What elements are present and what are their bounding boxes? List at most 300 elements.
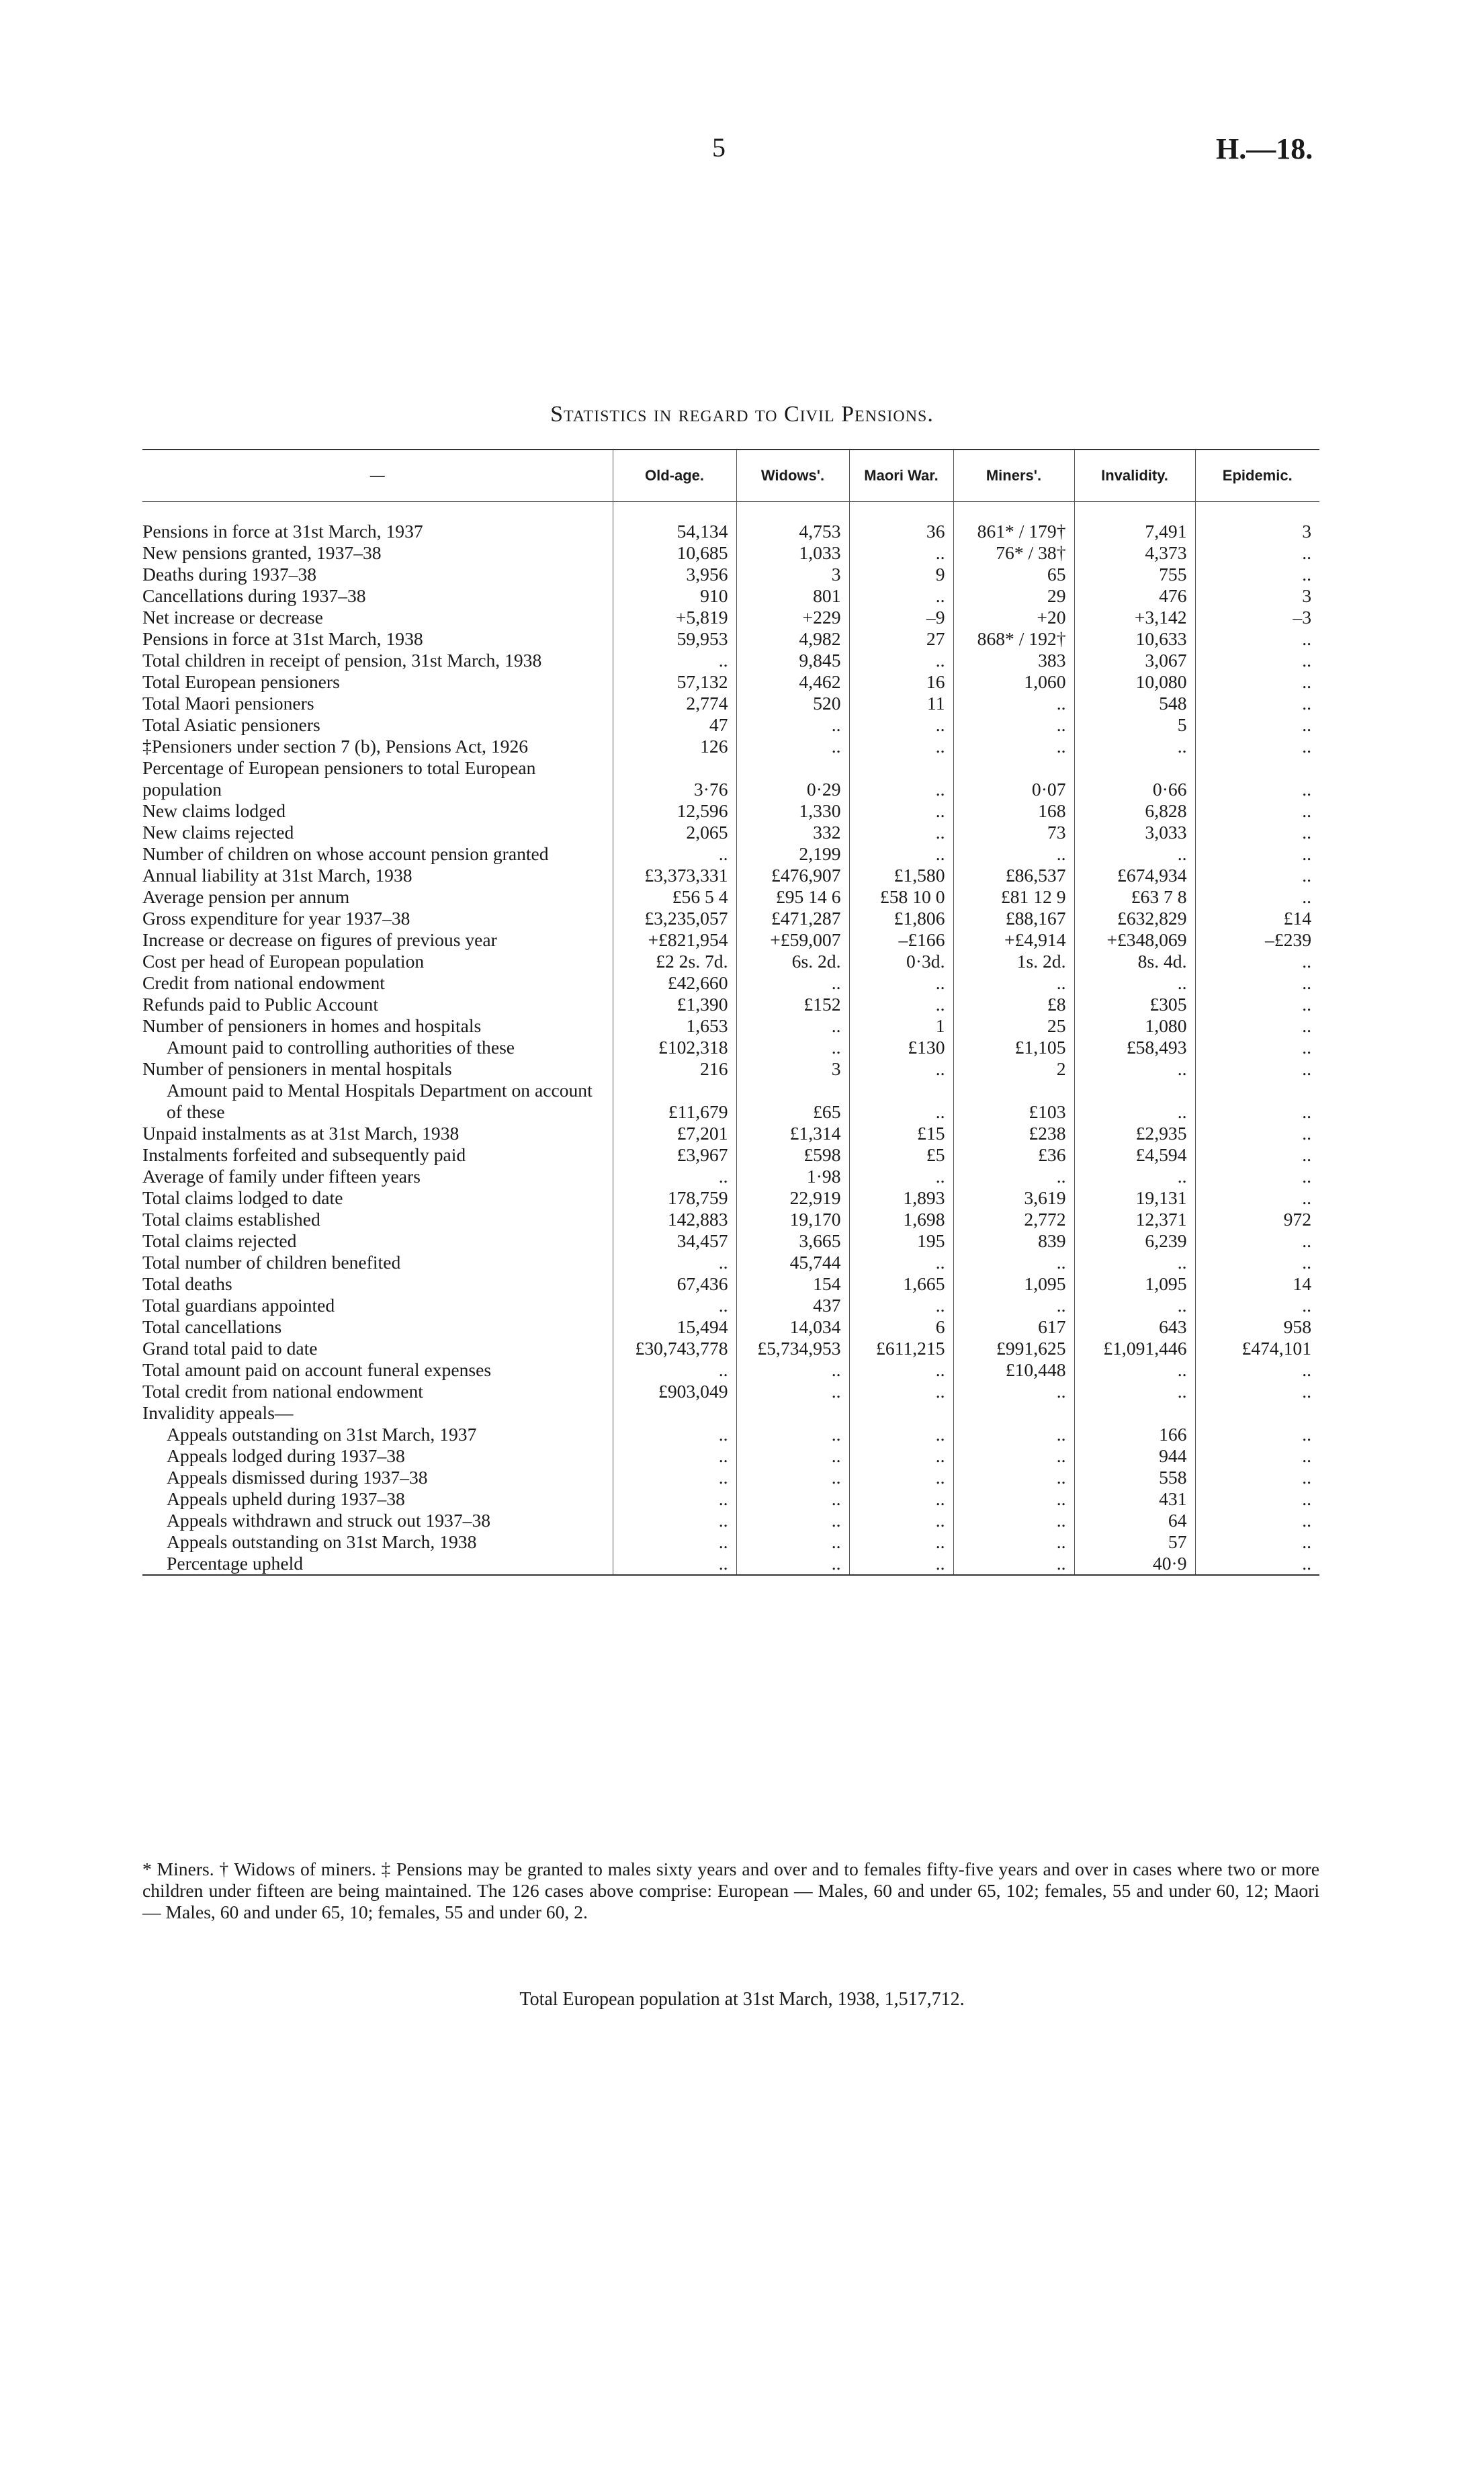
table-cell: .. <box>1195 951 1319 972</box>
table-cell: .. <box>849 1488 953 1510</box>
table-cell: 9 <box>849 564 953 585</box>
table-cell: .. <box>1074 1295 1195 1316</box>
row-label: New claims rejected <box>142 822 294 843</box>
table-cell: .. <box>849 800 953 822</box>
table-cell: 643 <box>1074 1316 1195 1338</box>
column-header-epidemic: Epidemic. <box>1195 450 1319 502</box>
row-label: Total claims rejected <box>142 1230 297 1251</box>
row-label: Number of children on whose account pension granted <box>142 843 549 864</box>
row-label: Grand total paid to date <box>142 1338 318 1359</box>
table-cell: £1,314 <box>736 1123 849 1144</box>
table-row <box>142 800 1319 822</box>
table-cell: +229 <box>736 607 849 628</box>
table-cell: .. <box>1195 1359 1319 1381</box>
table-cell: 4,982 <box>736 628 849 650</box>
table-cell: 6,239 <box>1074 1230 1195 1252</box>
table-cell: .. <box>1195 757 1319 800</box>
table-cell: 4,462 <box>736 671 849 693</box>
table-row <box>142 1144 1319 1166</box>
table-spacer-row <box>142 502 1319 521</box>
table-cell: .. <box>1195 1295 1319 1316</box>
table-cell: .. <box>849 1424 953 1445</box>
table-cell: +3,142 <box>1074 607 1195 628</box>
table-cell: 73 <box>953 822 1074 843</box>
table-cell: 2,199 <box>736 843 849 865</box>
row-label: Total cancellations <box>142 1316 282 1337</box>
table-cell: .. <box>613 1553 736 1574</box>
table-cell: £65 <box>736 1080 849 1123</box>
row-label: New pensions granted, 1937–38 <box>142 542 382 563</box>
table-row <box>142 671 1319 693</box>
table-cell: .. <box>1195 542 1319 564</box>
table-cell: .. <box>613 1295 736 1316</box>
table-row <box>142 822 1319 843</box>
column-header-label: — <box>142 450 613 502</box>
table-cell: .. <box>849 994 953 1015</box>
table-cell: 29 <box>953 585 1074 607</box>
column-header-widows: Widows'. <box>736 450 849 502</box>
table-row <box>142 908 1319 929</box>
row-label: Pensions in force at 31st March, 1937 <box>142 521 423 542</box>
table-cell: .. <box>1195 1080 1319 1123</box>
row-label: Appeals upheld during 1937–38 <box>167 1488 405 1509</box>
table-cell: 76* / 38† <box>953 542 1074 564</box>
table-cell: .. <box>736 1359 849 1381</box>
table-cell: .. <box>1195 1381 1319 1402</box>
table-cell: .. <box>613 843 736 865</box>
table-cell: 4,753 <box>736 521 849 542</box>
table-cell: .. <box>736 1445 849 1467</box>
table-cell: .. <box>736 1037 849 1058</box>
table-cell: 1,330 <box>736 800 849 822</box>
row-label: Total Asiatic pensioners <box>142 714 320 735</box>
table-cell: .. <box>953 1445 1074 1467</box>
table-cell: .. <box>1195 1037 1319 1058</box>
table-cell: 0·07 <box>953 757 1074 800</box>
table-cell: .. <box>613 1467 736 1488</box>
table-cell: .. <box>1195 1252 1319 1273</box>
table-cell: .. <box>1195 1531 1319 1553</box>
table-cell: .. <box>849 1531 953 1553</box>
table-cell: +20 <box>953 607 1074 628</box>
table-cell: .. <box>1195 693 1319 714</box>
row-label: New claims lodged <box>142 800 286 821</box>
table-cell: 47 <box>613 714 736 736</box>
table-cell: –£239 <box>1195 929 1319 951</box>
table-row <box>142 693 1319 714</box>
row-label: Deaths during 1937–38 <box>142 564 317 585</box>
table-cell: .. <box>849 736 953 757</box>
table-cell: .. <box>849 1295 953 1316</box>
table-cell: 64 <box>1074 1510 1195 1531</box>
row-label: Total claims lodged to date <box>142 1187 343 1208</box>
table-cell: £8 <box>953 994 1074 1015</box>
table-cell: £305 <box>1074 994 1195 1015</box>
row-label: Increase or decrease on figures of previous year <box>142 929 497 950</box>
table-cell: 9,845 <box>736 650 849 671</box>
table-cell: 11 <box>849 693 953 714</box>
table-cell: .. <box>1074 1166 1195 1187</box>
table-cell: –3 <box>1195 607 1319 628</box>
table-row <box>142 1424 1319 1445</box>
table-cell: 1,095 <box>953 1273 1074 1295</box>
table-cell: .. <box>1074 736 1195 757</box>
table-cell: 14,034 <box>736 1316 849 1338</box>
table-cell: 1,033 <box>736 542 849 564</box>
table-body <box>142 502 1319 1575</box>
table-cell: £5 <box>849 1144 953 1166</box>
table-cell: .. <box>1195 736 1319 757</box>
document-reference: H.—18. <box>1216 132 1313 165</box>
table-bottom-rule <box>142 1574 1319 1576</box>
table-cell: 958 <box>1195 1316 1319 1338</box>
row-label: Unpaid instalments as at 31st March, 1938 <box>142 1123 460 1144</box>
table-cell: .. <box>736 1531 849 1553</box>
table-cell: 558 <box>1074 1467 1195 1488</box>
table-cell: .. <box>1195 1424 1319 1445</box>
table-cell: £238 <box>953 1123 1074 1144</box>
table-cell: 54,134 <box>613 521 736 542</box>
table-cell: .. <box>1195 972 1319 994</box>
table-cell: £36 <box>953 1144 1074 1166</box>
table-cell: +5,819 <box>613 607 736 628</box>
table-cell: £7,201 <box>613 1123 736 1144</box>
table-cell: 6 <box>849 1316 953 1338</box>
table-row <box>142 1230 1319 1252</box>
table-cell: 126 <box>613 736 736 757</box>
table-cell: .. <box>953 1488 1074 1510</box>
row-label: Number of pensioners in mental hospitals <box>142 1058 452 1079</box>
table-cell: £1,105 <box>953 1037 1074 1058</box>
table-cell: £63 7 8 <box>1074 886 1195 908</box>
table-cell: 57,132 <box>613 671 736 693</box>
table-cell: .. <box>1195 1123 1319 1144</box>
table-cell: 3·76 <box>613 757 736 800</box>
table-cell: 1,080 <box>1074 1015 1195 1037</box>
table-cell: 801 <box>736 585 849 607</box>
row-label: Net increase or decrease <box>142 607 323 628</box>
row-label: Appeals lodged during 1937–38 <box>167 1445 405 1466</box>
row-label: Appeals withdrawn and struck out 1937–38 <box>167 1510 491 1531</box>
table-cell: .. <box>849 714 953 736</box>
table-cell: 19,131 <box>1074 1187 1195 1209</box>
table-cell: 476 <box>1074 585 1195 607</box>
table-cell: .. <box>613 1445 736 1467</box>
table-row <box>142 607 1319 628</box>
table-row <box>142 1445 1319 1467</box>
table-cell: .. <box>613 1166 736 1187</box>
table-cell: 431 <box>1074 1488 1195 1510</box>
table-cell: .. <box>953 1531 1074 1553</box>
table-cell: 755 <box>1074 564 1195 585</box>
table-cell: 1·98 <box>736 1166 849 1187</box>
table-cell: £86,537 <box>953 865 1074 886</box>
table-cell: .. <box>849 650 953 671</box>
table-cell: £598 <box>736 1144 849 1166</box>
column-header-old-age: Old-age. <box>613 450 736 502</box>
table-cell: £3,967 <box>613 1144 736 1166</box>
table-cell: 154 <box>736 1273 849 1295</box>
table-cell: .. <box>736 1424 849 1445</box>
table-cell: £102,318 <box>613 1037 736 1058</box>
table-cell: .. <box>1195 628 1319 650</box>
table-row <box>142 714 1319 736</box>
table-cell: 548 <box>1074 693 1195 714</box>
table-row <box>142 1510 1319 1531</box>
table-cell: 0·29 <box>736 757 849 800</box>
row-label: Credit from national endowment <box>142 972 385 993</box>
table-cell: .. <box>613 1359 736 1381</box>
table-row <box>142 886 1319 908</box>
table-cell: 7,491 <box>1074 521 1195 542</box>
table-cell: £632,829 <box>1074 908 1195 929</box>
table-cell: .. <box>736 1488 849 1510</box>
table-cell: £5,734,953 <box>736 1338 849 1359</box>
table-cell: .. <box>849 542 953 564</box>
table-row <box>142 1402 1319 1424</box>
table-cell: 10,685 <box>613 542 736 564</box>
table-cell: .. <box>1074 1080 1195 1123</box>
table-cell: 216 <box>613 1058 736 1080</box>
table-row <box>142 757 1319 800</box>
table-cell <box>1074 1402 1195 1424</box>
table-cell: 1,095 <box>1074 1273 1195 1295</box>
table-row <box>142 1209 1319 1230</box>
table-cell: .. <box>736 714 849 736</box>
row-label: Gross expenditure for year 1937–38 <box>142 908 410 929</box>
table-cell: 27 <box>849 628 953 650</box>
table-cell: .. <box>736 1467 849 1488</box>
table-cell: 2,774 <box>613 693 736 714</box>
table-cell: .. <box>953 693 1074 714</box>
table-cell: .. <box>953 1467 1074 1488</box>
table-row <box>142 843 1319 865</box>
table-cell: –£166 <box>849 929 953 951</box>
table-cell: .. <box>1195 1467 1319 1488</box>
table-row <box>142 1316 1319 1338</box>
table-cell: .. <box>849 1445 953 1467</box>
table-cell: 67,436 <box>613 1273 736 1295</box>
row-label: Total number of children benefited <box>142 1252 401 1273</box>
table-cell: 142,883 <box>613 1209 736 1230</box>
table-cell: 3,033 <box>1074 822 1195 843</box>
table-cell: 14 <box>1195 1273 1319 1295</box>
table-cell: £30,743,778 <box>613 1338 736 1359</box>
table-cell: 1,665 <box>849 1273 953 1295</box>
table-row <box>142 994 1319 1015</box>
table-row <box>142 521 1319 542</box>
table-cell: £674,934 <box>1074 865 1195 886</box>
table-cell: 4,373 <box>1074 542 1195 564</box>
row-label: Total European pensioners <box>142 671 340 692</box>
page-number: 5 <box>712 132 726 163</box>
table-cell: 45,744 <box>736 1252 849 1273</box>
table-cell: £991,625 <box>953 1338 1074 1359</box>
table-cell: 2,772 <box>953 1209 1074 1230</box>
table-cell: .. <box>1074 1252 1195 1273</box>
table-cell: .. <box>849 972 953 994</box>
table-cell: .. <box>1195 1058 1319 1080</box>
table-cell: 5 <box>1074 714 1195 736</box>
table-row <box>142 1166 1319 1187</box>
table-cell: .. <box>1195 800 1319 822</box>
table-row <box>142 929 1319 951</box>
table-cell: 520 <box>736 693 849 714</box>
table-cell: £1,390 <box>613 994 736 1015</box>
table-cell: 2,065 <box>613 822 736 843</box>
table-cell: 6,828 <box>1074 800 1195 822</box>
table-cell: .. <box>1195 1187 1319 1209</box>
row-label: Cancellations during 1937–38 <box>142 585 366 606</box>
table-row <box>142 1037 1319 1058</box>
table-row <box>142 1123 1319 1144</box>
table-row <box>142 1338 1319 1359</box>
table-cell: .. <box>736 1510 849 1531</box>
table-cell: £58,493 <box>1074 1037 1195 1058</box>
table-row <box>142 865 1319 886</box>
table-cell: .. <box>1195 714 1319 736</box>
table-cell: .. <box>1195 843 1319 865</box>
table-cell: £15 <box>849 1123 953 1144</box>
table-cell: 40·9 <box>1074 1553 1195 1574</box>
table-cell: .. <box>849 1252 953 1273</box>
table-cell <box>849 1402 953 1424</box>
table-cell: .. <box>1195 1015 1319 1037</box>
table-cell: £1,806 <box>849 908 953 929</box>
table-cell: 10,080 <box>1074 671 1195 693</box>
table-cell: 3,067 <box>1074 650 1195 671</box>
table-cell: 383 <box>953 650 1074 671</box>
table-cell: .. <box>613 1510 736 1531</box>
row-label: Percentage upheld <box>167 1553 304 1574</box>
table-cell: £471,287 <box>736 908 849 929</box>
row-label: ‡Pensioners under section 7 (b), Pensions Act, 1926 <box>142 736 529 757</box>
table-cell: +£59,007 <box>736 929 849 951</box>
table-cell: 15,494 <box>613 1316 736 1338</box>
table-cell <box>613 1402 736 1424</box>
table-cell: .. <box>849 1058 953 1080</box>
table-cell: .. <box>849 1467 953 1488</box>
table-cell: 178,759 <box>613 1187 736 1209</box>
table-cell: .. <box>613 1252 736 1273</box>
table-cell: 168 <box>953 800 1074 822</box>
table-cell: .. <box>736 1381 849 1402</box>
row-label: Total amount paid on account funeral expenses <box>142 1359 492 1380</box>
table-cell: £56 5 4 <box>613 886 736 908</box>
pensions-table <box>142 450 1319 1574</box>
table-cell: £1,091,446 <box>1074 1338 1195 1359</box>
table-cell: 839 <box>953 1230 1074 1252</box>
table-row <box>142 1058 1319 1080</box>
table-cell: 1,698 <box>849 1209 953 1230</box>
table-cell: £95 14 6 <box>736 886 849 908</box>
table-cell: .. <box>1195 1488 1319 1510</box>
table-cell: 22,919 <box>736 1187 849 1209</box>
row-label: Total credit from national endowment <box>142 1381 423 1402</box>
table-cell: 1,893 <box>849 1187 953 1209</box>
table-cell: 1,060 <box>953 671 1074 693</box>
table-cell: 972 <box>1195 1209 1319 1230</box>
table-cell: 3 <box>736 564 849 585</box>
table-cell: 3 <box>1195 521 1319 542</box>
table-cell: 1 <box>849 1015 953 1037</box>
table-cell: .. <box>953 1295 1074 1316</box>
table-cell: .. <box>1074 1359 1195 1381</box>
table-cell: .. <box>849 585 953 607</box>
row-label: Cost per head of European population <box>142 951 425 972</box>
table-cell: .. <box>613 650 736 671</box>
table-cell: 0·3d. <box>849 951 953 972</box>
table-cell: .. <box>1195 650 1319 671</box>
table-cell: £611,215 <box>849 1338 953 1359</box>
table-cell: 1s. 2d. <box>953 951 1074 972</box>
table-cell: 59,953 <box>613 628 736 650</box>
table-row <box>142 1295 1319 1316</box>
table-cell: .. <box>1074 843 1195 865</box>
table-cell: 3 <box>1195 585 1319 607</box>
table-cell: 195 <box>849 1230 953 1252</box>
table-cell: 19,170 <box>736 1209 849 1230</box>
table-cell: £88,167 <box>953 908 1074 929</box>
table-cell: .. <box>613 1531 736 1553</box>
table-cell: £1,580 <box>849 865 953 886</box>
table-cell: 57 <box>1074 1531 1195 1553</box>
table-row <box>142 585 1319 607</box>
table-cell: .. <box>953 1166 1074 1187</box>
table-cell: .. <box>953 736 1074 757</box>
table-cell: .. <box>849 1359 953 1381</box>
table-cell: –9 <box>849 607 953 628</box>
table-row <box>142 1187 1319 1209</box>
row-label: Number of pensioners in homes and hospitals <box>142 1015 482 1036</box>
table-cell: £14 <box>1195 908 1319 929</box>
row-label: Total Maori pensioners <box>142 693 314 714</box>
table-cell: 2 <box>953 1058 1074 1080</box>
table-cell: 10,633 <box>1074 628 1195 650</box>
table-cell: £10,448 <box>953 1359 1074 1381</box>
row-label: Total guardians appointed <box>142 1295 335 1316</box>
table-cell: £476,907 <box>736 865 849 886</box>
table-cell: £130 <box>849 1037 953 1058</box>
table-cell: £3,373,331 <box>613 865 736 886</box>
table-cell: .. <box>953 1381 1074 1402</box>
table-cell: £3,235,057 <box>613 908 736 929</box>
row-label: Appeals dismissed during 1937–38 <box>167 1467 428 1488</box>
table-cell: .. <box>849 822 953 843</box>
table-cell: 910 <box>613 585 736 607</box>
row-label: Amount paid to controlling authorities of these <box>167 1037 515 1058</box>
table-cell: .. <box>613 1424 736 1445</box>
table-cell: .. <box>1074 972 1195 994</box>
table-cell: 12,371 <box>1074 1209 1195 1230</box>
table-cell <box>736 1402 849 1424</box>
column-header-miners: Miners'. <box>953 450 1074 502</box>
row-label: Invalidity appeals— <box>142 1402 294 1423</box>
table-cell: +£821,954 <box>613 929 736 951</box>
row-label: Total children in receipt of pension, 31st March, 1938 <box>142 650 542 671</box>
table-cell <box>1195 1402 1319 1424</box>
table-row <box>142 1488 1319 1510</box>
table-cell: .. <box>953 1553 1074 1574</box>
table-cell: .. <box>1195 1144 1319 1166</box>
table-cell: 3 <box>736 1058 849 1080</box>
table-row <box>142 650 1319 671</box>
row-label: Appeals outstanding on 31st March, 1938 <box>167 1531 477 1552</box>
table-cell: 36 <box>849 521 953 542</box>
row-label: Instalments forfeited and subsequently paid <box>142 1144 466 1165</box>
table-cell: .. <box>849 757 953 800</box>
row-label: Total claims established <box>142 1209 320 1230</box>
